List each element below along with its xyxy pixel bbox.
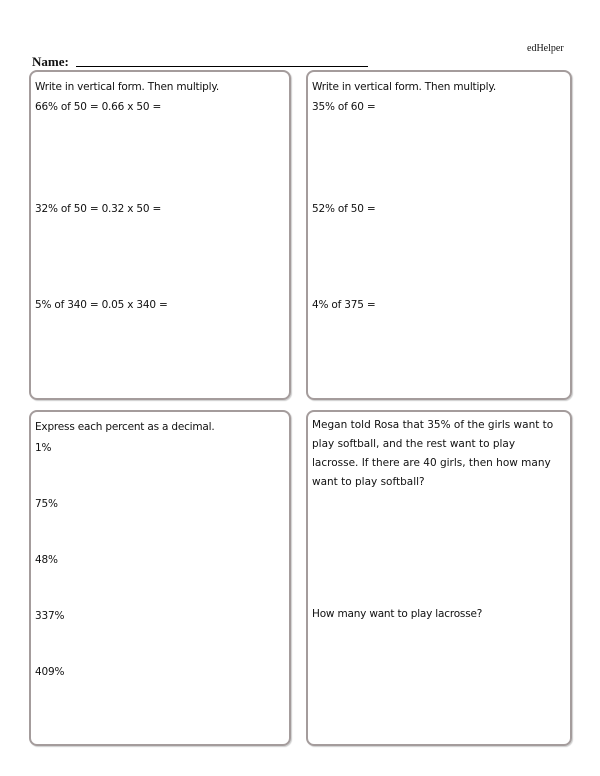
problem-item: 32% of 50 = 0.32 x 50 = <box>35 203 162 215</box>
problem-item: 35% of 60 = <box>312 101 376 113</box>
problem-item: 4% of 375 = <box>312 299 376 311</box>
box-instructions: Write in vertical form. Then multiply. <box>312 81 497 93</box>
brand-label: edHelper <box>527 43 564 54</box>
name-label: Name: <box>32 54 69 69</box>
problem-box-word-problem <box>306 410 572 746</box>
problem-item: 75% <box>35 498 58 510</box>
word-problem-question: Megan told Rosa that 35% of the girls want to play softball, and the rest want to play lacrosse. If there are 40 girls, then how many want to play softball? <box>312 419 554 488</box>
problem-item: 5% of 340 = 0.05 x 340 = <box>35 299 168 311</box>
problem-item: 66% of 50 = 0.66 x 50 = <box>35 101 162 113</box>
problem-box-decimals <box>29 410 291 746</box>
problem-box-multiply-2 <box>306 70 572 400</box>
problem-item: 1% <box>35 442 52 454</box>
name-input-line[interactable] <box>76 66 368 67</box>
word-problem-question: How many want to play lacrosse? <box>312 608 483 620</box>
problem-box-multiply-1 <box>29 70 291 400</box>
problem-item: 52% of 50 = <box>312 203 376 215</box>
box-instructions: Express each percent as a decimal. <box>35 421 215 433</box>
problem-item: 409% <box>35 666 65 678</box>
box-instructions: Write in vertical form. Then multiply. <box>35 81 220 93</box>
problem-item: 337% <box>35 610 65 622</box>
problem-item: 48% <box>35 554 58 566</box>
